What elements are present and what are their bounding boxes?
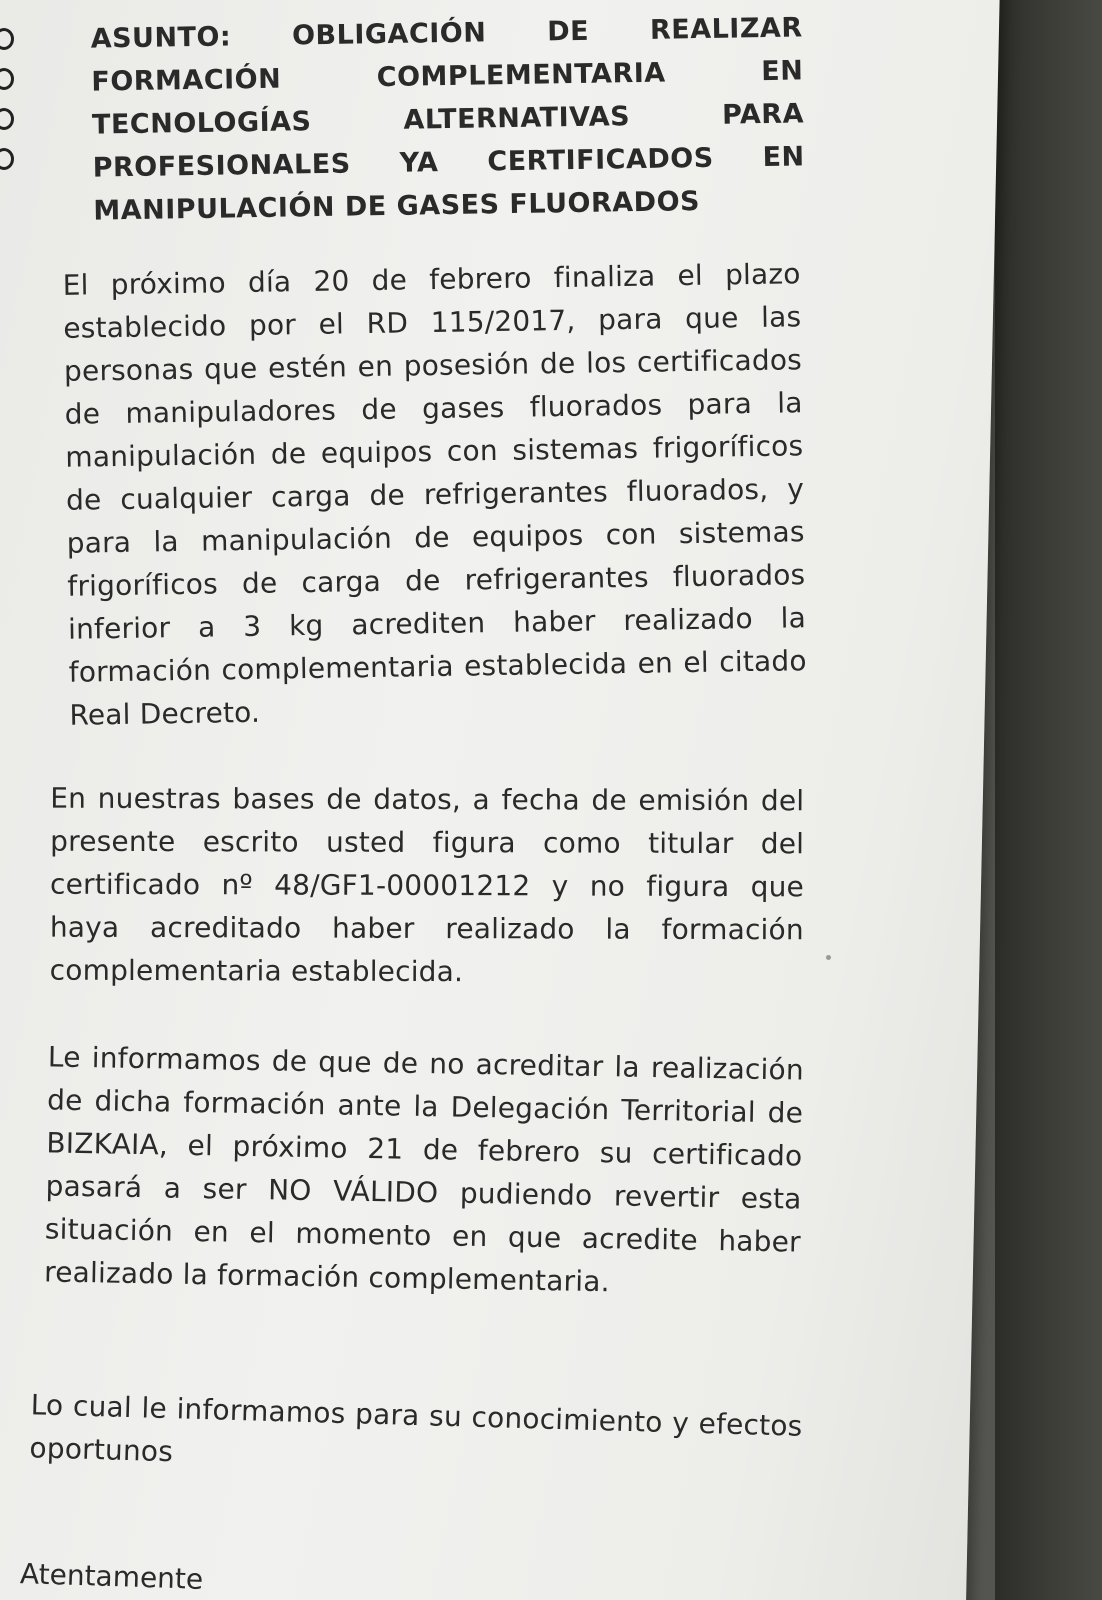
binder-hole: [0, 148, 14, 170]
binder-hole: [0, 28, 14, 50]
paragraph-certificate: En nuestras bases de datos, a fecha de emisión del presente escrito usted figura como titular del certificado nº 48/GF1-00001212 y no figura que haya acreditado haber realizado la formación complementaria establecida.: [49, 781, 805, 989]
paper-mark: [826, 955, 831, 960]
paragraph-conclusion: Lo cual le informamos para su conocimiento y efectos oportunos: [29, 1388, 803, 1469]
paragraph-warning: Le informamos de que de no acreditar la realización de dicha formación ante la Delegación Territorial de BIZKAIA, el próximo 21 de febrero su certificado pasará a ser NO VÁLIDO pudiendo revertir esta situación en el momento en que acredite haber realizado la formación complementaria.: [43, 1040, 805, 1299]
binder-hole: [0, 68, 14, 90]
paragraph-deadline: El próximo día 20 de febrero finaliza el plazo establecido por el RD 115/2017, para que las personas que estén en posesión de los certificados de manipuladores de gases fluorados para la manipulación de equipos con sistemas frigoríficos de cualquier carga de refrigerantes fluorados, y para la manipulación de equipos con sistemas frigoríficos de carga de refrigerantes fluorados inferior a 3 kg acrediten haber realizado la formación complementaria establecida en el citado Real Decreto.: [62, 257, 807, 732]
dark-surface: [995, 0, 1102, 1600]
binder-holes: [0, 28, 14, 188]
binder-hole: [0, 108, 14, 130]
letter-closing: Atentamente: [19, 1557, 204, 1596]
letter-subject: ASUNTO: OBLIGACIÓN DE REALIZAR FORMACIÓN COMPLEMENTARIA EN TECNOLOGÍAS ALTERNATIVAS PARA PROFESIONALES YA CERTIFICADOS EN MANIPULACIÓN DE GASES FLUORADOS: [90, 12, 805, 227]
